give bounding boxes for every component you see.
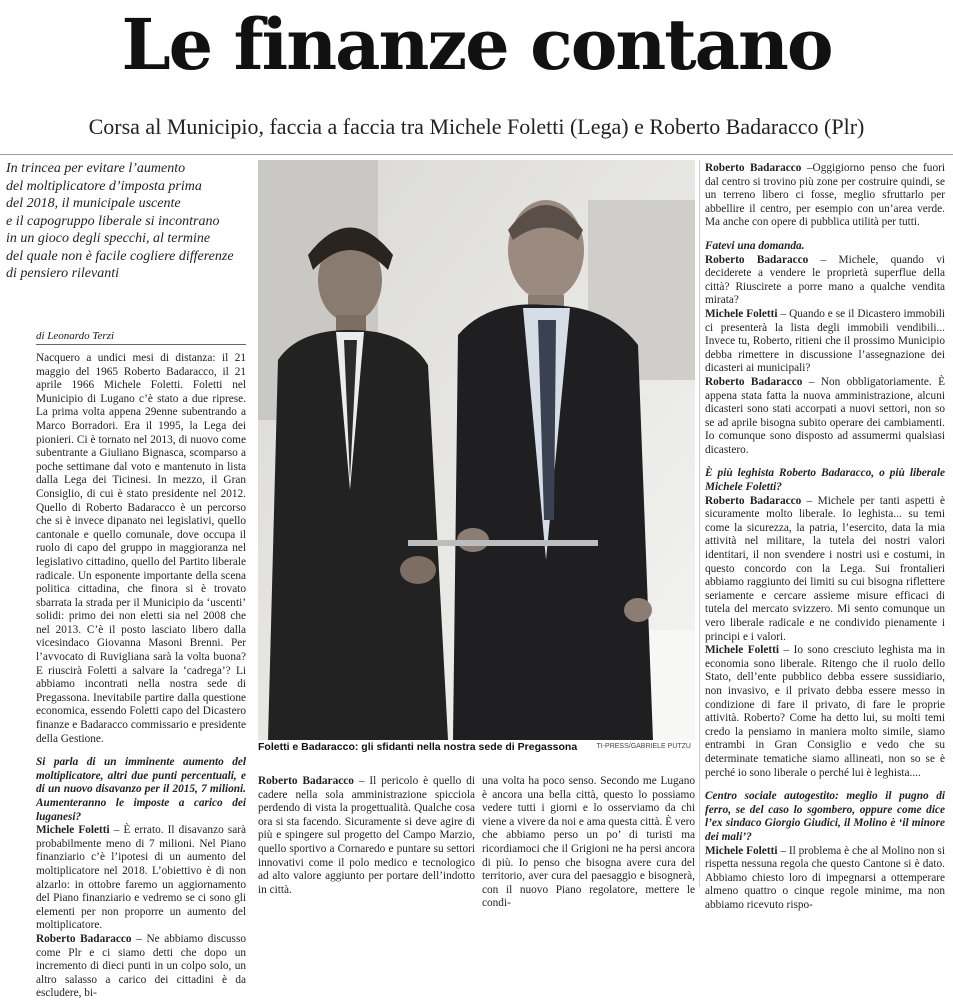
interview-photo [258, 160, 695, 740]
answer-paragraph [705, 495, 945, 645]
column-2 [258, 775, 476, 896]
answer-text: – Non obbligatoriamente. È appena stata fatta la nuova amministrazione, alcuni dicasteri sono stati accorpati a nuovi settori, non so se ad aprile bisogna subito operare dei cambiamenti. Io comunque sono disposto ad assumermi qualsiasi dicastero. [705, 375, 945, 456]
column-3 [482, 775, 695, 910]
answer-paragraph [36, 933, 246, 1001]
answer-text: – È errato. Il disavanzo sarà probabilmente meno di 7 milioni. Nel Piano finanziario c’è l’ipotesi di un aumento del moltiplicatore nel 2018. L’obiettivo è di non alzarlo: in ottobre faremo un aggiornamento del Piano finanziario e vedremo se ci sono gli elementi per non proporre un aumento del moltiplicatore. [36, 824, 246, 932]
top-rule [0, 154, 953, 155]
intro-line: del 2018, il municipale uscente [6, 196, 181, 211]
answer-text: – Il problema è che al Molino non si rispetta nessuna regola che questo Cantone si è dato. Abbiamo chiesto loro di impegnarsi a ottemperare almeno quattro o cinque regole minime, ma non abbiamo ricevuto rispo- [705, 844, 945, 911]
answer-text: – Quando e se il Dicastero immobili ci presenterà la lista degli immobili vendibili... Invece tu, Roberto, ritieni che il prossimo Municipio debba rimettere in discussione l’assegnazione dei dicasteri ai municipali? [705, 307, 945, 375]
answer-paragraph [258, 775, 475, 897]
answer-paragraph [705, 644, 945, 780]
intro-line: di pensiero rilevanti [6, 266, 120, 281]
speaker-name: Michele Foletti [36, 824, 110, 837]
photo-caption [258, 741, 695, 757]
question: È più leghista Roberto Badaracco, o più liberale Michele Foletti? [705, 467, 945, 494]
question: Si parla di un imminente aumento del moltiplicatore, altri due punti percentuali, e di un nuovo disavanzo per il 2015, 7 milioni. Aumenteranno le imposte a carico dei luganesi? [36, 756, 246, 823]
caption-text: Foletti e Badaracco: gli sfidanti nella nostra sede di Pregassona [258, 741, 578, 753]
intro-line: e il capogruppo liberale si incontrano [6, 213, 220, 229]
photo-credit: TI-PRESS/GABRIELE PUTZU [596, 743, 691, 750]
answer-paragraph [705, 162, 945, 230]
speaker-name: Michele Foletti [705, 644, 780, 657]
headline: Le finanze contano [121, 3, 832, 86]
intro-line: del moltiplicatore d’imposta prima [6, 178, 202, 194]
subheadline: Corsa al Municipio, faccia a faccia tra Michele Foletti (Lega) e Roberto Badaracco (Plr) [88, 114, 865, 139]
question: Fatevi una domanda. [705, 239, 805, 252]
answer-text: – Michele per tanti aspetti è sicuramente molto liberale. Io leghista... su temi come la sicurezza, la patria, l’esercito, data la mia attività nel militare, la tutela dei nostri valori identitari, il non svendere i nostri usi e costumi, in questo concordo con la Lega. Sui frontalieri abbiamo raggiunto dei limiti su cui bisogna riflettere seriamente e cercare assieme misure efficaci di tutela del mercato svizzero. Mi sento comunque un vero liberale radicale e ne condivido pienamente i principi e i valori. [705, 494, 945, 643]
column-1 [36, 352, 246, 1000]
answer-text: – Io sono cresciuto leghista ma in economia sono liberale. Ritengo che il ruolo dello Stato, dell’ente pubblico debba essere sussidiario, non invasivo, e il privato debba essere messo in condizione di fare il privato, di fare le proprie attività. Roberto? Come ha detto lui, su molti temi credo la pensiamo in maniera molto simile, siamo entrambi in Gran Consiglio e vedo che su determinate tematiche siamo allineati, non so se è perché io sono liberale o perché lui è leghista.... [705, 644, 945, 779]
speaker-name: Roberto Badaracco [36, 932, 132, 945]
intro-deck [6, 160, 246, 283]
answer-text: – Michele, quando vi deciderete a vendere le proprietà superflue della città? Riuscirete a porre mano a qualche vendita mirata? [705, 253, 945, 307]
answer-text: – Il pericolo è quello di cadere nella sola amministrazione spicciola perdendo di vista la progettualità. Qualche cosa ora si sta facendo. Sicuramente si deve agire di più e spingere sul progetto del Campo Marzio, quello sportivo a Cornaredo e puntare su settori innovativi come il polo medico e tecnologico ad alto valore aggiunto per portare dell’indotto in città. [258, 775, 476, 896]
speaker-name: Roberto Badaracco [705, 253, 809, 266]
column-4 [705, 162, 945, 911]
speaker-name: Roberto Badaracco [705, 375, 803, 388]
byline: di Leonardo Terzi [36, 330, 115, 342]
byline-rule [36, 344, 246, 345]
answer-paragraph [705, 308, 945, 376]
answer-paragraph: una volta ha poco senso. Secondo me Lugano è ancora una bella città, questo lo possiamo vedere tutti i giorni e lo osserviamo da chi viene a vivere da noi e ama questa città. È vero che abbiamo perso un po’ di turisti ma ricordiamoci che il Grigioni ne ha persi ancora di più. Io penso che bisogna avere cura del territorio, aver cura del paesaggio e bisognerà, con il nuovo Piano regolatore, mettere le condi- [482, 775, 695, 910]
speaker-name: Roberto Badaracco [258, 775, 354, 787]
answer-text: – Ne abbiamo discusso come Plr e ci siamo detti che dopo un incremento di dieci punti in un colpo solo, un altro salasso a carico dei cittadini è da escludere, bi- [36, 932, 246, 1000]
lead-paragraph: Nacquero a undici mesi di distanza: il 21 maggio del 1965 Roberto Badaracco, il 21 aprile 1966 Michele Foletti. Foletti nel Municipio di Lugano c’è stato a due riprese. La prima volta appena 29enne subentrando a Marco Borradori. Era il 1995, la Lega dei pionieri. Ci è tornato nel 2013, di nuovo come subentrante a Giuliano Bignasca, scomparso a poche settimane dal voto e mantenuto in lista dalla Lega dei Ticinesi. In mezzo, il Gran Consiglio, di cui è stato presidente nel 2012. Quello di Roberto Badaracco è un percorso che si è invece dipanato nei legislativi, quello cantonale e quello comunale, dove occupa il ruolo di capo del gruppo in maggioranza nel legislativo cittadino, quello del Partito liberale radicale. Un esponente importante della scena politica cittadina, che finora si è trovato sbarrata la strada per il Municipio da ‘uscenti’ solidi: primo dei non eletti sia nel 2008 che nel 2013. C’è il posto lasciato libero dalla vicesindaco Giovanna Masoni Brenni. Per l’avvocato di Ruvigliana sarà la volta buona? E riuscirà Foletti a salvare la ‘cadrega’? Li abbiamo incontrati nella nostra sede di Pregassona. Inevitabile partire dalla questione economica, essendo Foletti capo del Dicastero finanze e Badaracco commissario e presidente della Gestione. [36, 352, 246, 745]
answer-paragraph [705, 376, 945, 458]
answer-paragraph [36, 824, 246, 933]
column-divider [699, 160, 700, 887]
speaker-name: Michele Foletti [705, 844, 778, 857]
speaker-name: Roberto Badaracco [705, 162, 802, 174]
photo-illustration [258, 160, 695, 740]
speaker-name: Michele Foletti [705, 307, 778, 320]
intro-line: in un gioco degli specchi, al termine [6, 231, 211, 246]
answer-paragraph [705, 254, 945, 308]
intro-line: In trincea per evitare l’aumento [6, 161, 186, 176]
answer-text: –Oggigiorno penso che fuori dal centro si trovino più zone per costruire quindi, se un terreno libero ci fosse, meglio sfruttarlo per abbellire il centro, per esempio con un’area verde. Ma anche con opere di pubblica utilità per tutti. [705, 162, 945, 229]
speaker-name: Roberto Badaracco [705, 494, 802, 507]
question: Centro sociale autogestito: meglio il pugno di ferro, se del caso lo sgombero, oppure come dice l’ex sindaco Giorgio Giudici, il Molino è ‘il minore dei mali’? [705, 790, 945, 843]
answer-paragraph [705, 845, 945, 913]
intro-line: del quale non è facile cogliere differenze [6, 248, 234, 264]
